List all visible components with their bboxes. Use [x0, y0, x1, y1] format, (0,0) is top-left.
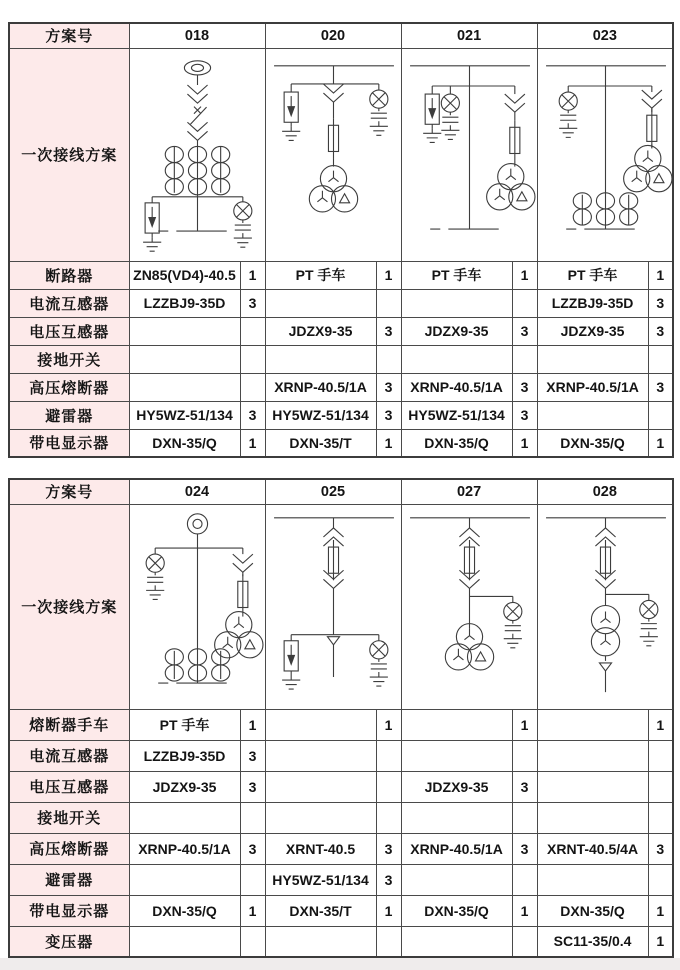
- component-label: 接地开关: [9, 802, 129, 833]
- qty-cell: [376, 289, 401, 317]
- model-cell: [537, 345, 648, 373]
- qty-cell: 1: [512, 709, 537, 740]
- qty-cell: [512, 740, 537, 771]
- model-cell: [265, 771, 376, 802]
- component-label: 熔断器手车: [9, 709, 129, 740]
- qty-cell: 3: [240, 401, 265, 429]
- model-cell: [401, 802, 512, 833]
- model-cell: PT 手车: [537, 261, 648, 289]
- contact-icon: [187, 85, 207, 103]
- cable-head-icon: [327, 637, 339, 645]
- qty-cell: [512, 926, 537, 957]
- model-cell: [129, 802, 240, 833]
- model-cell: [537, 740, 648, 771]
- model-cell: [401, 289, 512, 317]
- capacitor-icon: [504, 626, 520, 631]
- ground-icon: [639, 632, 657, 646]
- model-cell: DXN-35/Q: [129, 895, 240, 926]
- cable-head-icon: [599, 663, 611, 671]
- scheme-number-021: 021: [401, 23, 537, 48]
- contact-icon: [641, 90, 661, 108]
- qty-cell: 3: [648, 317, 673, 345]
- component-row: [9, 373, 673, 401]
- model-cell: [537, 864, 648, 895]
- scheme-number-row: [9, 23, 673, 48]
- diagram-scheme-024: [130, 505, 266, 708]
- model-cell: DXN-35/T: [265, 429, 376, 457]
- model-cell: PT 手车: [129, 709, 240, 740]
- model-cell: [401, 345, 512, 373]
- fuse-icon: [464, 540, 474, 580]
- scheme-number-025: 025: [265, 479, 401, 504]
- model-cell: DXN-35/Q: [537, 429, 648, 457]
- scheme-table-bottom: [8, 478, 674, 958]
- qty-cell: 3: [376, 317, 401, 345]
- bushing-icon: [184, 61, 210, 75]
- model-cell: [265, 709, 376, 740]
- qty-cell: 3: [240, 289, 265, 317]
- arrester-icon: [284, 92, 298, 122]
- model-cell: XRNP-40.5/1A: [265, 373, 376, 401]
- fuse-icon: [600, 540, 610, 580]
- diagram-row: [9, 48, 673, 261]
- pt-icon: [214, 612, 262, 658]
- scheme-number-header: 方案号: [9, 479, 129, 504]
- qty-cell: [648, 740, 673, 771]
- pt-icon: [445, 624, 493, 670]
- ground-icon: [282, 675, 300, 689]
- component-row: [9, 895, 673, 926]
- arrester-icon: [145, 203, 159, 233]
- model-cell: [129, 345, 240, 373]
- model-cell: [265, 740, 376, 771]
- qty-cell: 3: [240, 771, 265, 802]
- capacitor-icon: [234, 225, 250, 230]
- model-cell: [401, 709, 512, 740]
- diagram-row-label: 一次接线方案: [9, 504, 129, 709]
- ground-icon: [423, 128, 441, 142]
- qty-cell: [376, 740, 401, 771]
- model-cell: [129, 864, 240, 895]
- qty-cell: 3: [376, 864, 401, 895]
- diagram-cell-020: [265, 48, 401, 261]
- component-label: 断路器: [9, 261, 129, 289]
- qty-cell: [240, 802, 265, 833]
- capacitor-icon: [640, 624, 656, 629]
- component-row: [9, 289, 673, 317]
- ground-icon: [143, 237, 161, 251]
- scheme-number-023: 023: [537, 23, 673, 48]
- qty-cell: [512, 802, 537, 833]
- contact-icon: [232, 554, 252, 572]
- model-cell: HY5WZ-51/134: [265, 864, 376, 895]
- capacitor-icon: [147, 577, 163, 582]
- qty-cell: 1: [240, 895, 265, 926]
- component-row: [9, 833, 673, 864]
- fuse-icon: [646, 108, 656, 148]
- diagram-scheme-028: [538, 505, 674, 708]
- qty-cell: [648, 345, 673, 373]
- qty-cell: [240, 317, 265, 345]
- qty-cell: [376, 771, 401, 802]
- diagram-cell-027: [401, 504, 537, 709]
- qty-cell: 3: [648, 833, 673, 864]
- scheme-number-018: 018: [129, 23, 265, 48]
- model-cell: [537, 802, 648, 833]
- qty-cell: [512, 289, 537, 317]
- model-cell: [265, 289, 376, 317]
- model-cell: [129, 926, 240, 957]
- component-row: [9, 926, 673, 957]
- model-cell: [401, 740, 512, 771]
- model-cell: DXN-35/Q: [129, 429, 240, 457]
- model-cell: LZZBJ9-35D: [537, 289, 648, 317]
- qty-cell: [376, 926, 401, 957]
- indicator-icon: [559, 92, 577, 110]
- qty-cell: [240, 373, 265, 401]
- model-cell: DXN-35/Q: [401, 429, 512, 457]
- scheme-number-020: 020: [265, 23, 401, 48]
- qty-cell: 3: [240, 740, 265, 771]
- ground-icon: [503, 634, 521, 648]
- indicator-icon: [369, 641, 387, 659]
- fuse-icon: [509, 120, 519, 160]
- qty-cell: 1: [376, 895, 401, 926]
- component-label: 带电显示器: [9, 895, 129, 926]
- pt-icon: [309, 166, 357, 212]
- component-label: 高压熔断器: [9, 373, 129, 401]
- model-cell: XRNT-40.5/4A: [537, 833, 648, 864]
- contact-icon: [187, 122, 207, 140]
- capacitor-icon: [370, 113, 386, 118]
- indicator-icon: [146, 554, 164, 572]
- model-cell: DXN-35/Q: [537, 895, 648, 926]
- fuse-icon: [328, 118, 338, 158]
- model-cell: XRNT-40.5: [265, 833, 376, 864]
- scheme-number-027: 027: [401, 479, 537, 504]
- model-cell: JDZX9-35: [537, 317, 648, 345]
- diagram-scheme-021: [402, 49, 538, 260]
- arrester-icon: [284, 641, 298, 671]
- scheme-number-028: 028: [537, 479, 673, 504]
- qty-cell: 3: [376, 401, 401, 429]
- model-cell: [129, 373, 240, 401]
- model-cell: ZN85(VD4)-40.5: [129, 261, 240, 289]
- diagram-cell-025: [265, 504, 401, 709]
- component-row: [9, 401, 673, 429]
- component-row: [9, 261, 673, 289]
- component-label: 带电显示器: [9, 429, 129, 457]
- qty-cell: 3: [648, 289, 673, 317]
- fuse-icon: [328, 540, 338, 580]
- pt-icon: [623, 145, 671, 191]
- qty-cell: 1: [240, 709, 265, 740]
- ground-icon: [559, 123, 577, 137]
- qty-cell: [240, 345, 265, 373]
- component-row: [9, 802, 673, 833]
- scheme-table-top: [8, 22, 674, 458]
- diagram-scheme-023: [538, 49, 674, 260]
- fuse-icon: [237, 574, 247, 614]
- qty-cell: [512, 864, 537, 895]
- contact-icon: [504, 94, 524, 112]
- model-cell: XRNP-40.5/1A: [401, 833, 512, 864]
- component-row: [9, 864, 673, 895]
- capacitor-icon: [370, 664, 386, 669]
- indicator-icon: [233, 202, 251, 220]
- diagram-scheme-027: [402, 505, 538, 708]
- page-bottom-edge: [0, 958, 680, 970]
- model-cell: XRNP-40.5/1A: [401, 373, 512, 401]
- model-cell: [537, 401, 648, 429]
- component-label: 电压互感器: [9, 317, 129, 345]
- qty-cell: 1: [512, 895, 537, 926]
- model-cell: JDZX9-35: [129, 771, 240, 802]
- model-cell: DXN-35/Q: [401, 895, 512, 926]
- component-row: [9, 317, 673, 345]
- qty-cell: 3: [512, 373, 537, 401]
- model-cell: DXN-35/T: [265, 895, 376, 926]
- qty-cell: 3: [240, 833, 265, 864]
- scheme-number-row: [9, 479, 673, 504]
- model-cell: HY5WZ-51/134: [265, 401, 376, 429]
- component-label: 高压熔断器: [9, 833, 129, 864]
- model-cell: [265, 345, 376, 373]
- qty-cell: 3: [512, 317, 537, 345]
- bushing-icon: [187, 514, 207, 534]
- component-label: 变压器: [9, 926, 129, 957]
- model-cell: LZZBJ9-35D: [129, 740, 240, 771]
- qty-cell: [376, 802, 401, 833]
- qty-cell: [648, 771, 673, 802]
- model-cell: [401, 864, 512, 895]
- qty-cell: [240, 926, 265, 957]
- component-row: [9, 345, 673, 373]
- scheme-number-header: 方案号: [9, 23, 129, 48]
- model-cell: JDZX9-35: [401, 317, 512, 345]
- component-row: [9, 709, 673, 740]
- model-cell: HY5WZ-51/134: [401, 401, 512, 429]
- model-cell: XRNP-40.5/1A: [537, 373, 648, 401]
- model-cell: PT 手车: [401, 261, 512, 289]
- indicator-icon: [441, 94, 459, 112]
- diagram-cell-024: [129, 504, 265, 709]
- qty-cell: 3: [376, 373, 401, 401]
- qty-cell: 3: [512, 771, 537, 802]
- qty-cell: 1: [376, 709, 401, 740]
- ground-icon: [282, 126, 300, 140]
- model-cell: LZZBJ9-35D: [129, 289, 240, 317]
- model-cell: [129, 317, 240, 345]
- qty-cell: 1: [240, 261, 265, 289]
- diagram-scheme-025: [266, 505, 402, 708]
- contact-icon: [323, 84, 343, 102]
- scheme-number-024: 024: [129, 479, 265, 504]
- model-cell: [537, 771, 648, 802]
- diagram-scheme-020: [266, 49, 402, 260]
- qty-cell: [512, 345, 537, 373]
- indicator-icon: [639, 600, 657, 618]
- qty-cell: [376, 345, 401, 373]
- qty-cell: 1: [512, 429, 537, 457]
- capacitor-icon: [442, 117, 458, 122]
- qty-cell: 1: [648, 429, 673, 457]
- qty-cell: 1: [648, 926, 673, 957]
- model-cell: [265, 926, 376, 957]
- diagram-cell-028: [537, 504, 673, 709]
- model-cell: PT 手车: [265, 261, 376, 289]
- qty-cell: 3: [512, 401, 537, 429]
- diagram-row-label: 一次接线方案: [9, 48, 129, 261]
- diagram-row: [9, 504, 673, 709]
- model-cell: [537, 709, 648, 740]
- component-label: 电流互感器: [9, 740, 129, 771]
- qty-cell: 1: [648, 261, 673, 289]
- qty-cell: 3: [648, 373, 673, 401]
- qty-cell: [240, 864, 265, 895]
- model-cell: JDZX9-35: [265, 317, 376, 345]
- component-row: [9, 771, 673, 802]
- model-cell: JDZX9-35: [401, 771, 512, 802]
- qty-cell: 1: [512, 261, 537, 289]
- qty-cell: 1: [376, 261, 401, 289]
- indicator-icon: [503, 602, 521, 620]
- diagram-cell-021: [401, 48, 537, 261]
- pt-icon: [486, 164, 534, 210]
- model-cell: XRNP-40.5/1A: [129, 833, 240, 864]
- qty-cell: [648, 802, 673, 833]
- qty-cell: [648, 864, 673, 895]
- qty-cell: 3: [512, 833, 537, 864]
- model-cell: [265, 802, 376, 833]
- qty-cell: 1: [648, 895, 673, 926]
- component-row: [9, 429, 673, 457]
- diagram-cell-018: [129, 48, 265, 261]
- diagram-cell-023: [537, 48, 673, 261]
- qty-cell: 3: [376, 833, 401, 864]
- qty-cell: [648, 401, 673, 429]
- diagram-scheme-018: [130, 49, 266, 260]
- capacitor-icon: [560, 115, 576, 120]
- model-cell: HY5WZ-51/134: [129, 401, 240, 429]
- ground-icon: [146, 585, 164, 599]
- component-label: 电流互感器: [9, 289, 129, 317]
- component-label: 电压互感器: [9, 771, 129, 802]
- indicator-icon: [369, 90, 387, 108]
- qty-cell: 1: [240, 429, 265, 457]
- component-label: 接地开关: [9, 345, 129, 373]
- qty-cell: 1: [376, 429, 401, 457]
- qty-cell: 1: [648, 709, 673, 740]
- transformer-icon: [591, 605, 619, 633]
- table-gap: [8, 458, 672, 478]
- arrester-icon: [425, 94, 439, 124]
- component-label: 避雷器: [9, 864, 129, 895]
- component-label: 避雷器: [9, 401, 129, 429]
- model-cell: SC11-35/0.4: [537, 926, 648, 957]
- component-row: [9, 740, 673, 771]
- model-cell: [401, 926, 512, 957]
